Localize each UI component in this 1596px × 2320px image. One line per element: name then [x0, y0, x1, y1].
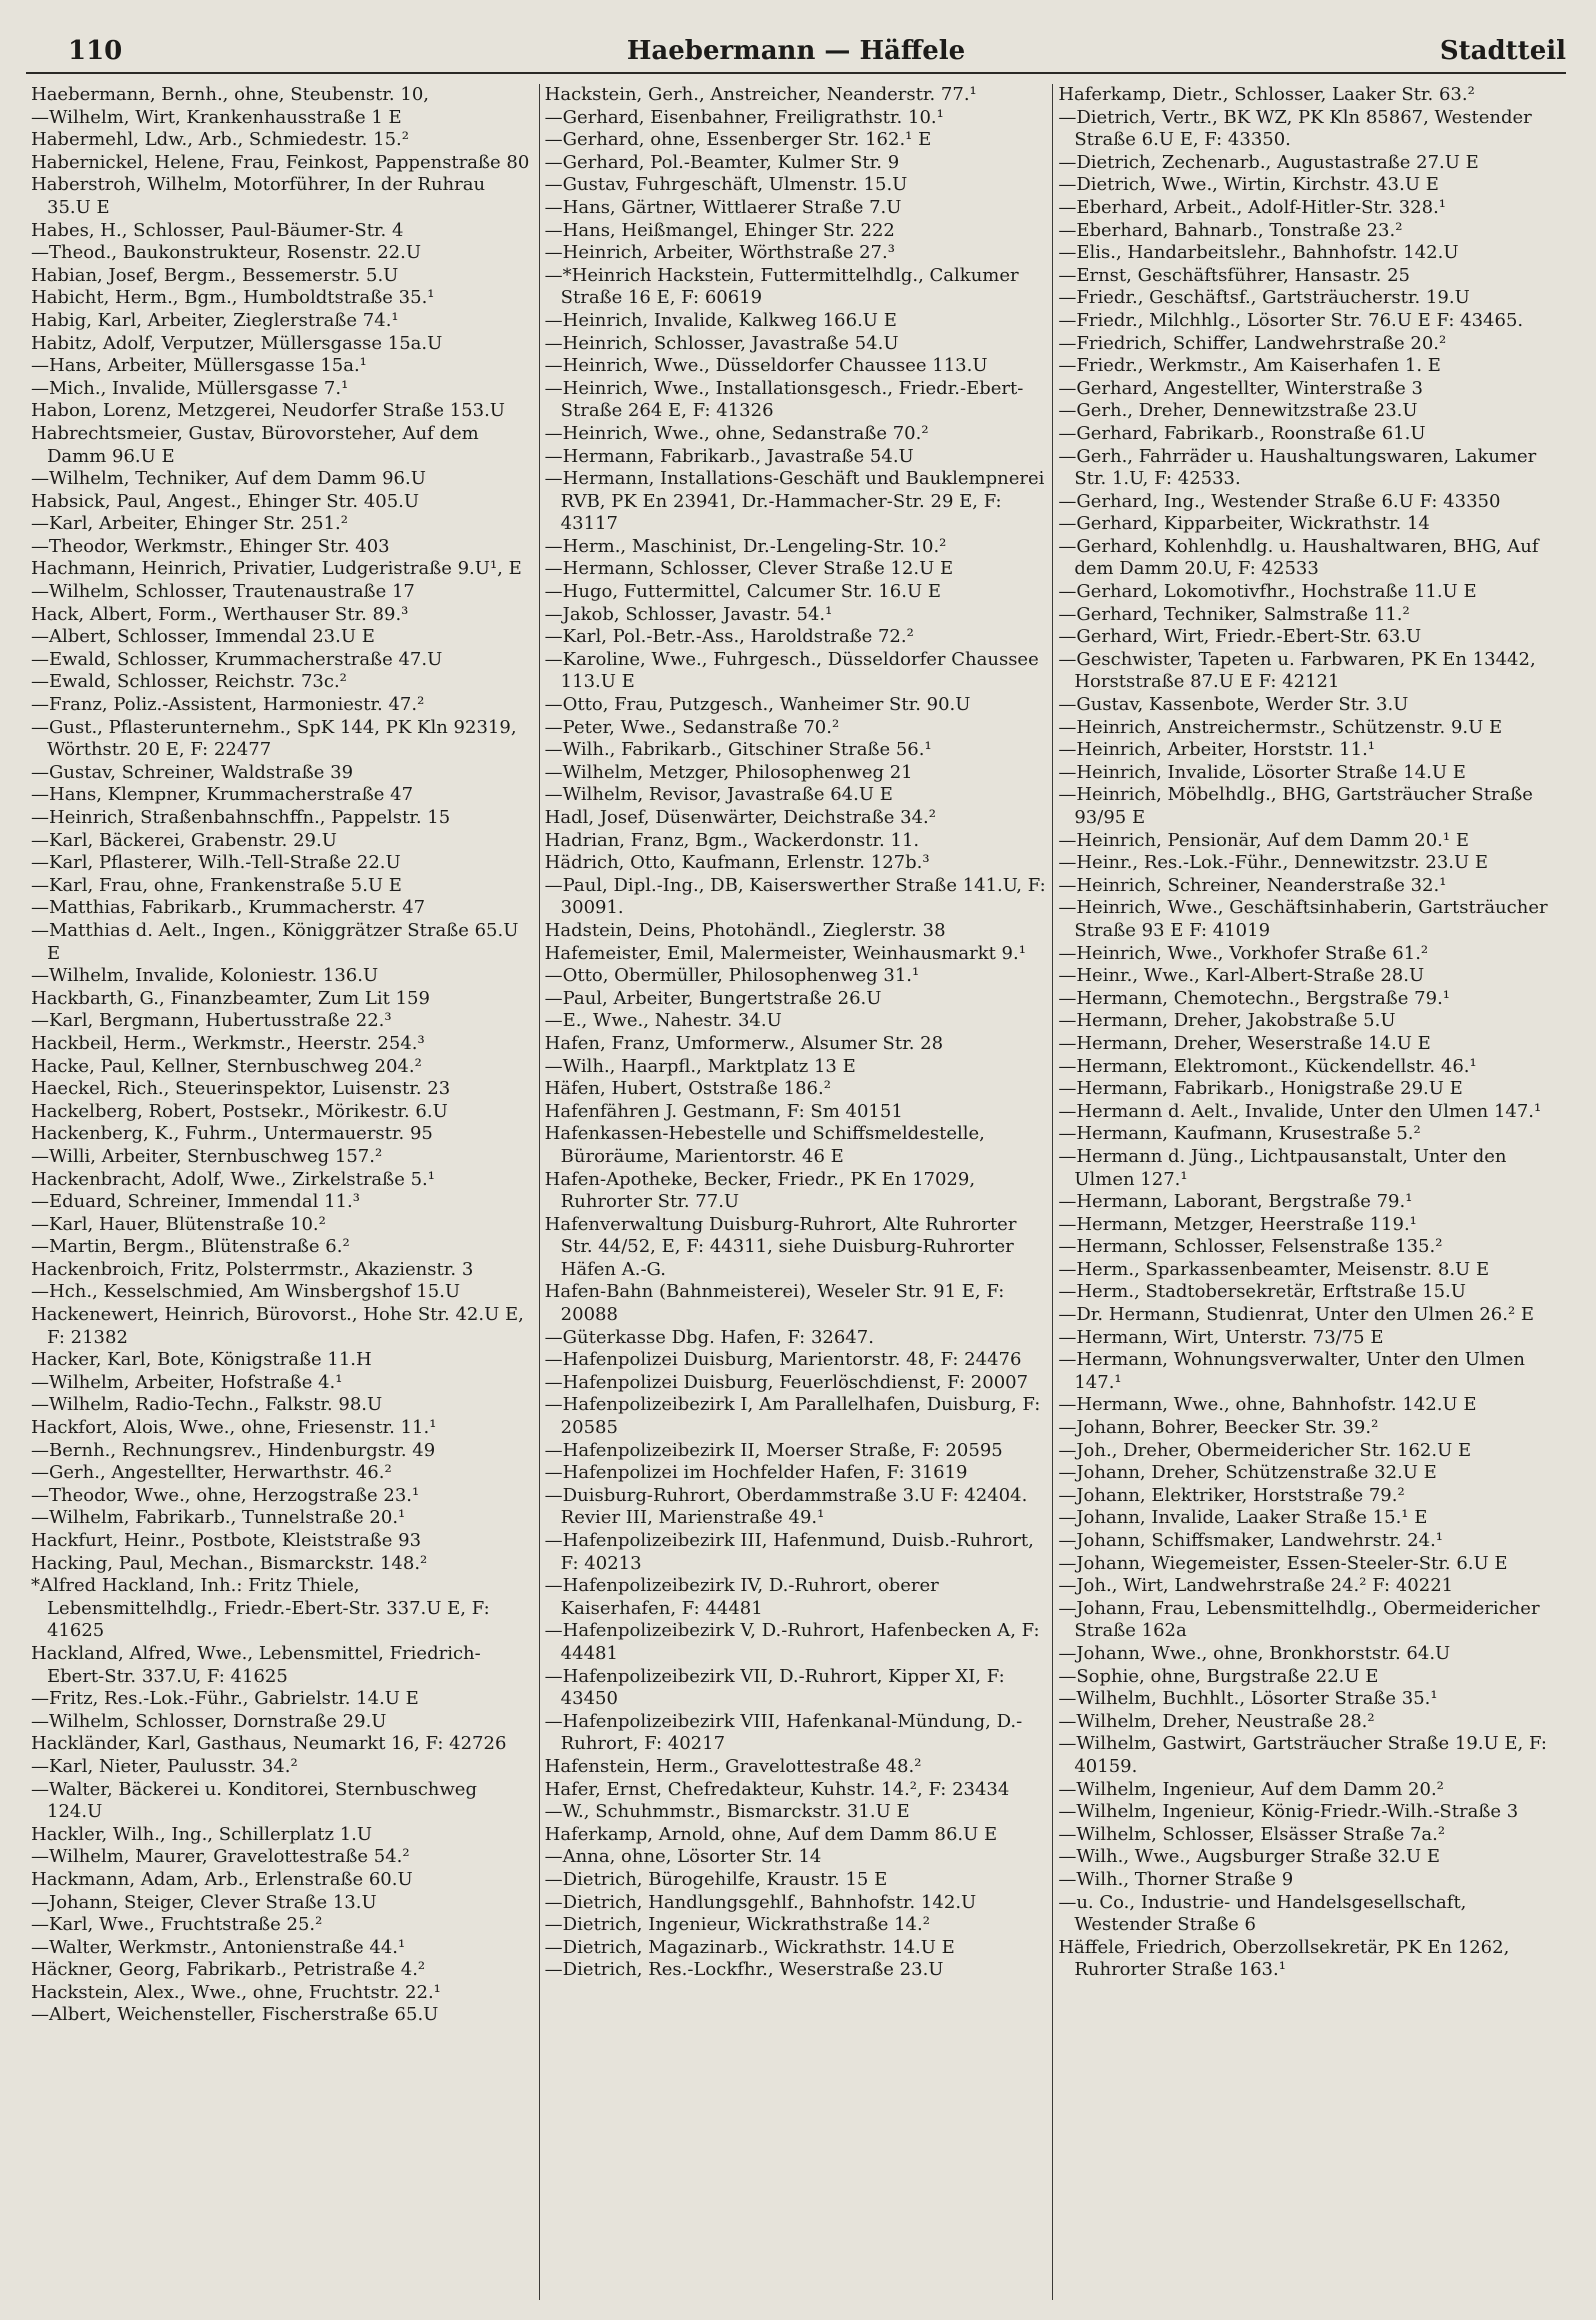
directory-entry: —Gerhard, Fabrikarb., Roonstraße 61.U	[1058, 422, 1426, 444]
directory-column-middle	[539, 84, 1053, 2300]
directory-entry: —Johann, Steiger, Clever Straße 13.U	[31, 1891, 377, 1913]
directory-entry: —Karl, Wwe., Fruchtstraße 25.²	[31, 1914, 323, 1936]
directory-entry: Hackbarth, G., Finanzbeamter, Zum Lit 159	[31, 987, 430, 1009]
directory-entry: —*Heinrich Hackstein, Futtermittelhdlg., Calkumer Straße 16 E, F: 60619	[544, 264, 1025, 309]
directory-entry: —Sophie, ohne, Burgstraße 22.U E	[1058, 1665, 1379, 1687]
directory-entry: —Güterkasse Dbg. Hafen, F: 32647.	[544, 1326, 874, 1348]
directory-entry: —Anna, ohne, Lösorter Str. 14	[544, 1846, 822, 1868]
directory-entry: —Theodor, Wwe., ohne, Herzogstraße 23.¹	[31, 1484, 420, 1506]
directory-entry: —Wilh., Fabrikarb., Gitschiner Straße 56.¹	[544, 739, 932, 761]
directory-entry: —Heinrich, Wwe., Geschäftsinhaberin, Gartsträucher Straße 93 E F: 41019	[1058, 897, 1554, 941]
directory-entry: Hafen, Franz, Umformerw., Alsumer Str. 28	[544, 1032, 944, 1054]
directory-entry: Hackbeil, Herm., Werkmstr., Heerstr. 254.³	[31, 1032, 425, 1054]
directory-entry: —Herm., Sparkassenbeamter, Meisenstr. 8.U E	[1058, 1258, 1490, 1280]
directory-entry: —Gustav, Fuhrgeschäft, Ulmenstr. 15.U	[544, 174, 908, 196]
directory-column-right	[1052, 84, 1566, 2300]
directory-entry: —Ewald, Schlosser, Krummacherstraße 47.U	[31, 648, 443, 670]
directory-entry: —Hch., Kesselschmied, Am Winsbergshof 15.U	[31, 1281, 461, 1303]
directory-entry: —W., Schuhmmstr., Bismarckstr. 31.U E	[544, 1801, 910, 1823]
directory-entry: —Eduard, Schreiner, Immendal 11.³	[31, 1191, 360, 1213]
directory-entry: —Hermann, Installations-Geschäft und Bauklempnerei RVB, PK En 23941, Dr.-Hammacher-Str. 29 E, F: 43117	[544, 468, 1051, 535]
directory-entry: —Gustav, Kassenbote, Werder Str. 3.U	[1058, 694, 1409, 716]
directory-entry: —Gerhard, Techniker, Salmstraße 11.²	[1058, 603, 1410, 625]
directory-entry: —E., Wwe., Nahestr. 34.U	[544, 1010, 782, 1032]
directory-entry: —Wilhelm, Wirt, Krankenhausstraße 1 E	[31, 106, 402, 128]
directory-entry: Hadstein, Deins, Photohändl., Zieglerstr. 38	[544, 919, 946, 941]
directory-entry: —Karl, Frau, ohne, Frankenstraße 5.U E	[31, 874, 402, 896]
directory-entry: —Karl, Pflasterer, Wilh.-Tell-Straße 22.U	[31, 852, 401, 874]
directory-entry: —Elis., Handarbeitslehr., Bahnhofstr. 142.U	[1058, 242, 1459, 264]
directory-entry: —Wilhelm, Radio-Techn., Falkstr. 98.U	[31, 1394, 383, 1416]
directory-entry: —Friedr., Geschäftsf., Gartsträucherstr. 19.U	[1058, 287, 1470, 309]
directory-entry: —Hafenpolizei Duisburg, Feuerlöschdienst, F: 20007	[544, 1371, 1029, 1393]
directory-entry: —Hermann, Metzger, Heerstraße 119.¹	[1058, 1213, 1417, 1235]
directory-entry: —Mich., Invalide, Müllersgasse 7.¹	[31, 377, 349, 399]
directory-entry: Häffele, Friedrich, Oberzollsekretär, PK En 1262, Ruhrorter Straße 163.¹	[1058, 1936, 1516, 1981]
directory-entry: —Hermann, Schlosser, Clever Straße 12.U E	[544, 558, 954, 580]
directory-entry: —Hafenpolizei im Hochfelder Hafen, F: 31619	[544, 1462, 968, 1484]
page-number: 110	[68, 36, 123, 66]
directory-entry: Habrechtsmeier, Gustav, Bürovorsteher, Auf dem Damm 96.U E	[31, 422, 485, 467]
directory-entry: —Hugo, Futtermittel, Calcumer Str. 16.U E	[544, 581, 941, 603]
directory-entry: —Wilhelm, Ingenieur, Auf dem Damm 20.²	[1058, 1778, 1444, 1800]
directory-entry: —Walter, Werkmstr., Antonienstraße 44.¹	[31, 1936, 406, 1958]
directory-entry: —Heinrich, Schreiner, Neanderstraße 32.¹	[1058, 874, 1447, 896]
directory-entry: —Dietrich, Zechenarb., Augustastraße 27.U E	[1058, 151, 1479, 173]
directory-entry: —Peter, Wwe., Sedanstraße 70.²	[544, 716, 840, 738]
directory-entry: —Johann, Invalide, Laaker Straße 15.¹ E	[1058, 1507, 1428, 1529]
directory-entry: —Dietrich, Bürogehilfe, Kraustr. 15 E	[544, 1868, 888, 1890]
directory-entry: —Gerhard, Lokomotivfhr., Hochstraße 11.U E	[1058, 581, 1477, 603]
directory-entry: —Walter, Bäckerei u. Konditorei, Sternbuschweg 124.U	[31, 1778, 483, 1823]
directory-entry: —Hermann d. Jüng., Lichtpausanstalt, Unter den Ulmen 127.¹	[1058, 1145, 1513, 1190]
directory-entry: —Paul, Arbeiter, Bungertstraße 26.U	[544, 987, 882, 1009]
directory-entry: —Hans, Arbeiter, Müllersgasse 15a.¹	[31, 355, 367, 377]
directory-entry: —Dietrich, Ingenieur, Wickrathstraße 14.²	[544, 1914, 930, 1936]
directory-entry: —Gerhard, Pol.-Beamter, Kulmer Str. 9	[544, 151, 900, 173]
directory-entry: Haebermann, Bernh., ohne, Steubenstr. 10,	[31, 84, 429, 105]
directory-entry: —Hafenpolizeibezirk III, Hafenmund, Duisb.-Ruhrort, F: 40213	[544, 1530, 1040, 1574]
directory-entry: Hafen-Apotheke, Becker, Friedr., PK En 17029, Ruhrorter Str. 77.U	[544, 1168, 981, 1213]
directory-entry: Hackmann, Adam, Arb., Erlenstraße 60.U	[31, 1868, 413, 1890]
directory-entry: —Gustav, Schreiner, Waldstraße 39	[31, 761, 354, 783]
directory-entry: —Hafenpolizeibezirk V, D.-Ruhrort, Hafenbecken A, F: 44481	[544, 1620, 1046, 1664]
directory-entry: —Hermann, Laborant, Bergstraße 79.¹	[1058, 1191, 1413, 1213]
directory-entry: —Heinr., Wwe., Karl-Albert-Straße 28.U	[1058, 965, 1425, 987]
directory-entry: —Johann, Schiffsmaker, Landwehrstr. 24.¹	[1058, 1530, 1444, 1551]
directory-entry: Haeckel, Rich., Steuerinspektor, Luisenstr. 23	[31, 1078, 451, 1100]
directory-entry: —Hermann, Kaufmann, Krusestraße 5.²	[1058, 1123, 1421, 1145]
directory-entry: —Karl, Nieter, Paulusstr. 34.²	[31, 1755, 298, 1777]
directory-entry: —Gerhard, Kipparbeiter, Wickrathstr. 14	[1058, 513, 1430, 535]
directory-entry: Hafenstein, Herm., Gravelottestraße 48.²	[544, 1755, 922, 1777]
directory-entry: Hackfurt, Heinr., Postbote, Kleiststraße 93	[31, 1530, 422, 1551]
directory-entry: —u. Co., Industrie- und Handelsgesellschaft, Westender Straße 6	[1058, 1891, 1473, 1936]
directory-entry: —Hafenpolizeibezirk I, Am Parallelhafen, Duisburg, F: 20585	[544, 1394, 1047, 1439]
directory-entry: Habitz, Adolf, Verputzer, Müllersgasse 15a.U	[31, 332, 443, 354]
directory-entry: Hackstein, Alex., Wwe., ohne, Fruchtstr. 22.¹	[31, 1981, 441, 2003]
directory-entry: —Karl, Bergmann, Hubertusstraße 22.³	[31, 1010, 392, 1032]
directory-entry: —Wilhelm, Techniker, Auf dem Damm 96.U	[31, 468, 426, 490]
directory-entry: —Johann, Wwe., ohne, Bronkhorststr. 64.U	[1058, 1642, 1451, 1664]
city-part-label: Stadtteil	[1439, 36, 1566, 66]
directory-entry: Hadrian, Franz, Bgm., Wackerdonstr. 11.	[544, 829, 920, 851]
directory-entry: —Hafenpolizeibezirk IV, D.-Ruhrort, oberer Kaiserhafen, F: 44481	[544, 1575, 945, 1619]
directory-entry: —Heinrich, Arbeiter, Wörthstraße 27.³	[544, 242, 895, 264]
directory-entry: Hädrich, Otto, Kaufmann, Erlenstr. 127b.³	[544, 852, 930, 874]
directory-entry: —Friedrich, Schiffer, Landwehrstraße 20.²	[1058, 332, 1447, 354]
directory-entry: —Joh., Wirt, Landwehrstraße 24.² F: 40221	[1058, 1575, 1454, 1597]
directory-entry: —Paul, Dipl.-Ing., DB, Kaiserswerther Straße 141.U, F: 30091.	[544, 874, 1052, 919]
directory-entry: —Wilhelm, Schlosser, Elsässer Straße 7a.²	[1058, 1823, 1446, 1845]
directory-entry: Habsick, Paul, Angest., Ehinger Str. 405.U	[31, 490, 420, 512]
directory-entry: —Matthias, Fabrikarb., Krummacherstr. 47	[31, 897, 426, 919]
directory-entry: —Karoline, Wwe., Fuhrgesch., Düsseldorfer Chaussee 113.U E	[544, 648, 1045, 693]
directory-entry: —Friedr., Werkmstr., Am Kaiserhafen 1. E	[1058, 355, 1441, 377]
directory-entry: —Wilhelm, Schlosser, Trautenaustraße 17	[31, 581, 415, 603]
directory-entry: —Ewald, Schlosser, Reichstr. 73c.²	[31, 671, 347, 693]
directory-entry: Haferkamp, Dietr., Schlosser, Laaker Str. 63.²	[1058, 84, 1475, 105]
directory-entry: Hadl, Josef, Düsenwärter, Deichstraße 34.²	[544, 807, 936, 828]
directory-entry: Habes, H., Schlosser, Paul-Bäumer-Str. 4	[31, 219, 404, 241]
directory-entry: —Wilh., Haarpfl., Marktplatz 13 E	[544, 1055, 856, 1077]
directory-entry: —Wilhelm, Buchhlt., Lösorter Straße 35.¹	[1058, 1688, 1438, 1710]
page-title: Haebermann — Häffele	[626, 36, 966, 66]
directory-entry: —Wilh., Wwe., Augsburger Straße 32.U E	[1058, 1846, 1441, 1868]
directory-entry: —Hermann, Fabrikarb., Javastraße 54.U	[544, 445, 914, 467]
directory-entry: —Heinrich, Wwe., Installationsgesch., Friedr.-Ebert-Straße 264 E, F: 41326	[544, 377, 1024, 422]
directory-entry: Hafer, Ernst, Chefredakteur, Kuhstr. 14.², F: 23434	[544, 1778, 1010, 1800]
directory-entry: —Hermann, Dreher, Weserstraße 14.U E	[1058, 1032, 1431, 1054]
directory-entry: —Hermann d. Aelt., Invalide, Unter den Ulmen 147.¹	[1058, 1100, 1542, 1122]
directory-entry: —Gerhard, Wirt, Friedr.-Ebert-Str. 63.U	[1058, 626, 1422, 648]
directory-entry: —Heinr., Res.-Lok.-Führ., Dennewitzstr. 23.U E	[1058, 852, 1489, 874]
directory-entry: —Gerhard, Angestellter, Winterstraße 3	[1058, 377, 1423, 399]
directory-entry: Habian, Josef, Bergm., Bessemerstr. 5.U	[31, 264, 399, 286]
directory-entry: —Heinrich, Invalide, Kalkweg 166.U E	[544, 309, 897, 331]
directory-entry: Hackländer, Karl, Gasthaus, Neumarkt 16, F: 42726	[31, 1733, 507, 1755]
directory-entry: Hackler, Wilh., Ing., Schillerplatz 1.U	[31, 1823, 373, 1845]
directory-entry: —Friedr., Milchhlg., Lösorter Str. 76.U E F: 43465.	[1058, 309, 1524, 331]
directory-entry: —Franz, Poliz.-Assistent, Harmoniestr. 47.²	[31, 694, 425, 716]
directory-entry: Hackenberg, K., Fuhrm., Untermauerstr. 95	[31, 1123, 433, 1145]
directory-entry: Häfen, Hubert, Oststraße 186.²	[544, 1078, 831, 1100]
directory-entry: Haferkamp, Arnold, ohne, Auf dem Damm 86.U E	[544, 1823, 998, 1845]
page-header	[26, 28, 1566, 74]
directory-entry: Hackstein, Gerh., Anstreicher, Neanderstr. 77.¹	[544, 84, 977, 105]
directory-entry: Habermehl, Ldw., Arb., Schmiedestr. 15.²	[31, 129, 409, 151]
directory-entry: —Heinrich, Anstreichermstr., Schützenstr. 9.U E	[1058, 716, 1503, 738]
directory-entry: Hacker, Karl, Bote, Königstraße 11.H	[31, 1349, 372, 1371]
directory-entry: —Otto, Obermüller, Philosophenweg 31.¹	[544, 965, 920, 987]
directory-entry: —Dietrich, Res.-Lockfhr., Weserstraße 23.U	[544, 1959, 944, 1981]
directory-entry: —Johann, Dreher, Schützenstraße 32.U E	[1058, 1462, 1437, 1484]
directory-entry: —Gerh., Dreher, Dennewitzstraße 23.U	[1058, 400, 1418, 422]
directory-entry: —Jakob, Schlosser, Javastr. 54.¹	[544, 603, 833, 625]
directory-entry: —Albert, Schlosser, Immendal 23.U E	[31, 626, 375, 648]
directory-entry: —Bernh., Rechnungsrev., Hindenburgstr. 49	[31, 1439, 436, 1461]
directory-entry: —Wilh., Thorner Straße 9	[1058, 1868, 1294, 1890]
directory-entry: —Hafenpolizeibezirk VIII, Hafenkanal-Mündung, D.-Ruhrort, F: 40217	[544, 1710, 1023, 1755]
directory-entry: Hachmann, Heinrich, Privatier, Ludgeristraße 9.U¹, E	[31, 558, 522, 580]
directory-entry: Hafemeister, Emil, Malermeister, Weinhausmarkt 9.¹	[544, 942, 1026, 964]
directory-columns	[26, 84, 1566, 2300]
directory-entry: —Otto, Frau, Putzgesch., Wanheimer Str. 90.U	[544, 694, 971, 716]
directory-entry: *Alfred Hackland, Inh.: Fritz Thiele, Lebensmittelhdlg., Friedr.-Ebert-Str. 337.U E, F: 41625	[31, 1575, 496, 1642]
directory-entry: Hackfort, Alois, Wwe., ohne, Friesenstr. 11.¹	[31, 1417, 437, 1439]
directory-entry: —Hermann, Wohnungsverwalter, Unter den Ulmen 147.¹	[1058, 1349, 1531, 1393]
directory-entry: —Johann, Wiegemeister, Essen-Steeler-Str. 6.U E	[1058, 1552, 1508, 1574]
directory-entry: Hackland, Alfred, Wwe., Lebensmittel, Friedrich-Ebert-Str. 337.U, F: 41625	[31, 1642, 481, 1687]
directory-entry: —Johann, Frau, Lebensmittelhdlg., Obermeidericher Straße 162a	[1058, 1597, 1546, 1642]
directory-entry: —Johann, Bohrer, Beecker Str. 39.²	[1058, 1417, 1379, 1439]
directory-entry: —Theodor, Werkmstr., Ehinger Str. 403	[31, 535, 390, 557]
directory-entry: Habon, Lorenz, Metzgerei, Neudorfer Straße 153.U	[31, 400, 505, 422]
directory-entry: —Gerhard, Ing., Westender Straße 6.U F: 43350	[1058, 490, 1501, 512]
directory-entry: —Willi, Arbeiter, Sternbuschweg 157.²	[31, 1145, 383, 1167]
directory-entry: —Joh., Dreher, Obermeidericher Str. 162.U E	[1058, 1439, 1472, 1461]
directory-column-left	[26, 84, 539, 2300]
directory-entry: —Hermann, Schlosser, Felsenstraße 135.²	[1058, 1236, 1443, 1258]
directory-entry: —Hans, Heißmangel, Ehinger Str. 222	[544, 219, 895, 241]
directory-entry: Häckner, Georg, Fabrikarb., Petristraße 4.²	[31, 1959, 426, 1981]
directory-entry: —Karl, Arbeiter, Ehinger Str. 251.²	[31, 513, 348, 535]
directory-entry: —Wilhelm, Schlosser, Dornstraße 29.U	[31, 1710, 387, 1732]
directory-entry: —Heinrich, Wwe., Vorkhofer Straße 61.²	[1058, 942, 1429, 964]
directory-entry: —Gerhard, Eisenbahner, Freiligrathstr. 10.¹	[544, 106, 944, 128]
directory-entry: —Wilhelm, Maurer, Gravelottestraße 54.²	[31, 1846, 410, 1868]
directory-entry: —Matthias d. Aelt., Ingen., Königgrätzer Straße 65.U E	[31, 919, 525, 964]
directory-entry: —Heinrich, Arbeiter, Horststr. 11.¹	[1058, 739, 1376, 761]
directory-entry: Habig, Karl, Arbeiter, Zieglerstraße 74.¹	[31, 309, 399, 331]
directory-entry: —Martin, Bergm., Blütenstraße 6.²	[31, 1236, 350, 1258]
directory-entry: —Herm., Stadtobersekretär, Erftstraße 15.U	[1058, 1281, 1466, 1303]
directory-entry: —Heinrich, Möbelhdlg., BHG, Gartsträucher Straße 93/95 E	[1058, 784, 1539, 828]
directory-entry: —Hermann, Dreher, Jakobstraße 5.U	[1058, 1010, 1396, 1032]
directory-entry: —Herm., Maschinist, Dr.-Lengeling-Str. 10.²	[544, 535, 947, 557]
directory-entry: —Hafenpolizeibezirk VII, D.-Ruhrort, Kipper XI, F: 43450	[544, 1665, 1011, 1710]
directory-entry: —Hermann, Elektromont., Kückendellstr. 46.¹	[1058, 1055, 1477, 1077]
directory-entry: —Karl, Pol.-Betr.-Ass., Haroldstraße 72.²	[544, 626, 914, 648]
directory-entry: —Karl, Hauer, Blütenstraße 10.²	[31, 1213, 326, 1235]
directory-entry: —Heinrich, Straßenbahnschffn., Pappelstr. 15	[31, 807, 451, 828]
directory-entry: —Wilhelm, Fabrikarb., Tunnelstraße 20.¹	[31, 1507, 406, 1529]
directory-entry: —Fritz, Res.-Lok.-Führ., Gabrielstr. 14.U E	[31, 1688, 419, 1710]
directory-entry: —Heinrich, Pensionär, Auf dem Damm 20.¹ E	[1058, 829, 1469, 851]
directory-entry: Hacking, Paul, Mechan., Bismarckstr. 148.²	[31, 1552, 428, 1574]
directory-entry: —Wilhelm, Revisor, Javastraße 64.U E	[544, 784, 893, 806]
directory-entry: —Hans, Klempner, Krummacherstraße 47	[31, 784, 414, 806]
directory-entry: —Theod., Baukonstrukteur, Rosenstr. 22.U	[31, 242, 421, 264]
directory-entry: Hafenverwaltung Duisburg-Ruhrort, Alte Ruhrorter Str. 44/52, E, F: 44311, siehe Duisburg-Ruhrorter Häfen A.-G.	[544, 1213, 1023, 1280]
directory-entry: —Hermann, Chemotechn., Bergstraße 79.¹	[1058, 987, 1451, 1009]
directory-entry: —Dietrich, Magazinarb., Wickrathstr. 14.U E	[544, 1936, 955, 1958]
directory-entry: —Heinrich, Schlosser, Javastraße 54.U	[544, 332, 899, 354]
directory-entry: —Dietrich, Handlungsgehlf., Bahnhofstr. 142.U	[544, 1891, 977, 1913]
directory-entry: —Heinrich, Invalide, Lösorter Straße 14.U E	[1058, 761, 1466, 783]
directory-entry: Hackenbracht, Adolf, Wwe., Zirkelstraße 5.¹	[31, 1168, 435, 1190]
directory-entry: —Wilhelm, Metzger, Philosophenweg 21	[544, 761, 913, 783]
directory-entry: Hack, Albert, Form., Werthauser Str. 89.³	[31, 603, 409, 625]
directory-entry: —Hafenpolizeibezirk II, Moerser Straße, F: 20595	[544, 1439, 1003, 1461]
directory-entry: —Dietrich, Wwe., Wirtin, Kirchstr. 43.U E	[1058, 174, 1439, 196]
directory-entry: —Geschwister, Tapeten u. Farbwaren, PK En 13442, Horststraße 87.U E F: 42121	[1058, 648, 1542, 693]
directory-entry: Hackelberg, Robert, Postsekr., Mörikestr. 6.U	[31, 1100, 448, 1122]
directory-entry: —Eberhard, Arbeit., Adolf-Hitler-Str. 328.¹	[1058, 196, 1447, 218]
directory-entry: Habicht, Herm., Bgm., Humboldtstraße 35.¹	[31, 287, 435, 309]
directory-entry: —Duisburg-Ruhrort, Oberdammstraße 3.U F: 42404. Revier III, Marienstraße 49.¹	[544, 1484, 1034, 1529]
directory-entry: Habernickel, Helene, Frau, Feinkost, Pappenstraße 80	[31, 151, 530, 173]
directory-entry: —Gust., Pflasterunternehm., SpK 144, PK Kln 92319, Wörthstr. 20 E, F: 22477	[31, 716, 523, 761]
directory-entry: —Johann, Elektriker, Horststraße 79.²	[1058, 1484, 1405, 1506]
directory-entry: —Wilhelm, Ingenieur, König-Friedr.-Wilh.-Straße 3	[1058, 1801, 1519, 1823]
directory-entry: —Wilhelm, Gastwirt, Gartsträucher Straße 19.U E, F: 40159.	[1058, 1733, 1553, 1777]
directory-entry: —Hans, Gärtner, Wittlaerer Straße 7.U	[544, 196, 902, 218]
directory-entry: Hafen-Bahn (Bahnmeisterei), Weseler Str. 91 E, F: 20088	[544, 1281, 1011, 1326]
directory-entry: Hackenbroich, Fritz, Polsterrmstr., Akazienstr. 3	[31, 1258, 474, 1280]
directory-entry: —Wilhelm, Arbeiter, Hofstraße 4.¹	[31, 1371, 343, 1393]
directory-entry: —Wilhelm, Dreher, Neustraße 28.²	[1058, 1710, 1375, 1732]
directory-entry: —Dietrich, Vertr., BK WZ, PK Kln 85867, Westender Straße 6.U E, F: 43350.	[1058, 106, 1538, 151]
directory-entry: —Heinrich, Wwe., ohne, Sedanstraße 70.²	[544, 422, 929, 444]
directory-entry: —Eberhard, Bahnarb., Tonstraße 23.²	[1058, 219, 1403, 241]
directory-entry: Hafenkassen-Hebestelle und Schiffsmeldestelle, Büroräume, Marientorstr. 46 E	[544, 1123, 991, 1167]
directory-entry: —Wilhelm, Invalide, Koloniestr. 136.U	[31, 965, 379, 987]
directory-entry: —Ernst, Geschäftsführer, Hansastr. 25	[1058, 264, 1411, 286]
directory-entry: Hacke, Paul, Kellner, Sternbuschweg 204.²	[31, 1055, 422, 1077]
directory-entry: —Hermann, Fabrikarb., Honigstraße 29.U E	[1058, 1078, 1463, 1100]
directory-entry: —Gerhard, Kohlenhdlg. u. Haushaltwaren, BHG, Auf dem Damm 20.U, F: 42533	[1058, 535, 1545, 580]
directory-entry: —Karl, Bäckerei, Grabenstr. 29.U	[31, 829, 337, 851]
directory-entry: —Albert, Weichensteller, Fischerstraße 65.U	[31, 2004, 439, 2026]
directory-entry: Hackenewert, Heinrich, Bürovorst., Hohe Str. 42.U E, F: 21382	[31, 1304, 530, 1348]
directory-entry: —Hafenpolizei Duisburg, Marientorstr. 48, F: 24476	[544, 1349, 1022, 1371]
directory-entry: —Heinrich, Wwe., Düsseldorfer Chaussee 113.U	[544, 355, 988, 377]
directory-entry: Hafenfähren J. Gestmann, F: Sm 40151	[544, 1100, 903, 1122]
directory-entry: Haberstroh, Wilhelm, Motorführer, In der Ruhrau 35.U E	[31, 174, 491, 218]
directory-entry: —Gerh., Angestellter, Herwarthstr. 46.²	[31, 1462, 392, 1484]
directory-entry: —Hermann, Wirt, Unterstr. 73/75 E	[1058, 1326, 1384, 1348]
directory-entry: —Gerhard, ohne, Essenberger Str. 162.¹ E	[544, 129, 932, 151]
directory-entry: —Hermann, Wwe., ohne, Bahnhofstr. 142.U E	[1058, 1394, 1477, 1416]
directory-entry: —Dr. Hermann, Studienrat, Unter den Ulmen 26.² E	[1058, 1304, 1535, 1326]
directory-entry: —Gerh., Fahrräder u. Haushaltungswaren, Lakumer Str. 1.U, F: 42533.	[1058, 445, 1543, 490]
